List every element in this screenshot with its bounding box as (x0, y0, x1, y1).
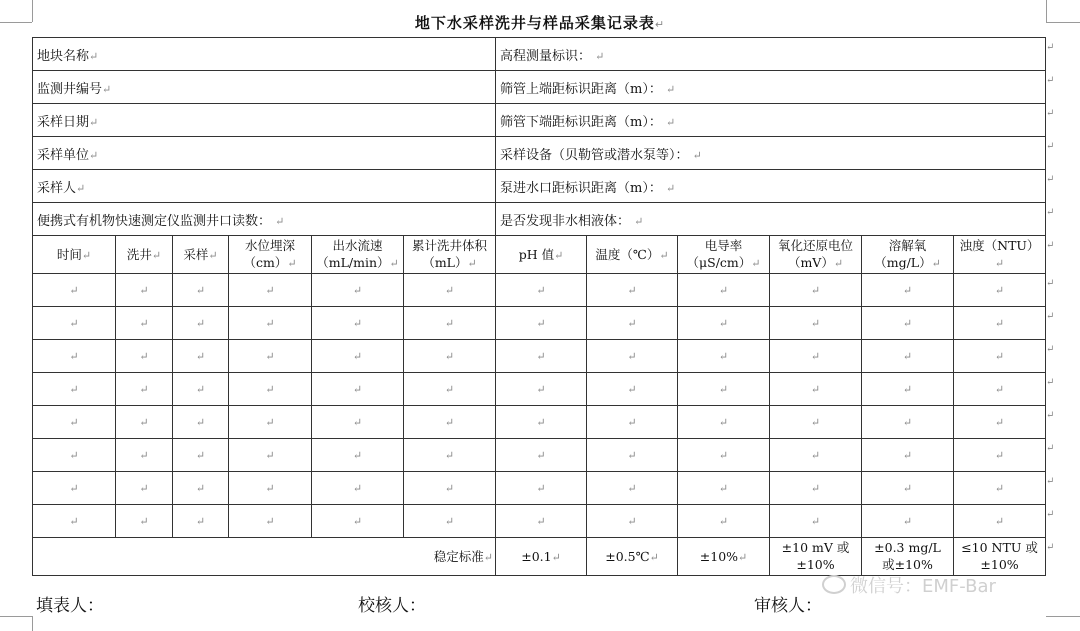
info-field-left[interactable]: 采样人↵ (33, 170, 496, 203)
data-cell[interactable]: ↵ (496, 505, 587, 538)
data-cell[interactable]: ↵ (678, 307, 770, 340)
data-cell[interactable]: ↵ (404, 373, 496, 406)
table-row (33, 373, 1046, 406)
data-cell[interactable]: ↵ (229, 307, 312, 340)
data-cell[interactable]: ↵ (862, 307, 954, 340)
data-cell[interactable]: ↵ (678, 340, 770, 373)
data-cell[interactable]: ↵ (678, 406, 770, 439)
info-row (33, 203, 1046, 236)
data-cell[interactable]: ↵ (229, 373, 312, 406)
data-cell[interactable]: ↵ (587, 307, 678, 340)
data-cell[interactable]: ↵ (312, 340, 404, 373)
column-header: pH 值↵ (496, 236, 587, 274)
data-cell[interactable]: ↵ (173, 274, 229, 307)
data-cell[interactable]: ↵ (496, 472, 587, 505)
standard-value: ±10%↵ (678, 538, 770, 576)
info-field-right[interactable]: 高程测量标识： ↵ (496, 38, 1046, 71)
table-row (33, 406, 1046, 439)
data-cell[interactable]: ↵ (862, 406, 954, 439)
data-cell[interactable]: ↵ (587, 373, 678, 406)
info-field-right[interactable]: 是否发现非水相液体： ↵ (496, 203, 1046, 236)
data-cell[interactable]: ↵ (587, 505, 678, 538)
data-cell[interactable]: ↵ (173, 406, 229, 439)
info-field-right[interactable]: 泵进水口距标识距离（m）： ↵ (496, 170, 1046, 203)
data-cell[interactable]: ↵ (173, 472, 229, 505)
data-cell[interactable]: ↵ (33, 340, 116, 373)
data-cell[interactable]: ↵ (229, 472, 312, 505)
column-header: 出水流速（mL/min）↵ (312, 236, 404, 274)
row-end-mark: ↵ (1046, 541, 1055, 553)
data-cell[interactable]: ↵ (954, 439, 1046, 472)
data-cell[interactable]: ↵ (404, 340, 496, 373)
data-cell[interactable]: ↵ (954, 406, 1046, 439)
data-cell[interactable]: ↵ (404, 307, 496, 340)
data-cell[interactable]: ↵ (33, 505, 116, 538)
info-field-left[interactable]: 地块名称↵ (33, 38, 496, 71)
data-cell[interactable]: ↵ (404, 472, 496, 505)
data-cell[interactable]: ↵ (173, 307, 229, 340)
row-end-mark: ↵ (1046, 206, 1055, 218)
standard-label: 稳定标准↵ (33, 538, 496, 576)
data-cell[interactable]: ↵ (587, 340, 678, 373)
info-field-right[interactable]: 筛管下端距标识距离（m）： ↵ (496, 104, 1046, 137)
column-header: 采样↵ (173, 236, 229, 274)
standard-value: ≤10 NTU 或±10% (954, 538, 1046, 576)
row-end-mark: ↵ (1046, 140, 1055, 152)
data-cell[interactable]: ↵ (496, 406, 587, 439)
data-cell[interactable]: ↵ (954, 274, 1046, 307)
data-cell[interactable]: ↵ (954, 472, 1046, 505)
data-cell[interactable]: ↵ (312, 472, 404, 505)
data-cell[interactable]: ↵ (496, 307, 587, 340)
data-cell[interactable]: ↵ (33, 274, 116, 307)
data-cell[interactable]: ↵ (229, 505, 312, 538)
row-end-mark: ↵ (1046, 41, 1055, 53)
info-field-left[interactable]: 监测井编号↵ (33, 71, 496, 104)
row-end-mark: ↵ (1046, 107, 1055, 119)
data-cell[interactable]: ↵ (312, 373, 404, 406)
reviewer-label: 审核人： (754, 596, 822, 616)
data-cell[interactable]: ↵ (770, 307, 862, 340)
data-cell[interactable]: ↵ (862, 439, 954, 472)
data-cell[interactable]: ↵ (954, 505, 1046, 538)
data-cell[interactable]: ↵ (173, 439, 229, 472)
data-cell[interactable]: ↵ (954, 340, 1046, 373)
data-cell[interactable]: ↵ (587, 274, 678, 307)
column-header: 水位埋深（cm）↵ (229, 236, 312, 274)
row-end-mark: ↵ (1046, 475, 1055, 487)
column-header: 温度（℃）↵ (587, 236, 678, 274)
data-cell[interactable]: ↵ (116, 439, 173, 472)
standard-value: ±0.1↵ (496, 538, 587, 576)
header-row (33, 236, 1046, 274)
data-cell[interactable]: ↵ (229, 340, 312, 373)
data-cell[interactable]: ↵ (770, 340, 862, 373)
table-row (33, 307, 1046, 340)
info-row (33, 71, 1046, 104)
data-cell[interactable]: ↵ (678, 439, 770, 472)
data-cell[interactable]: ↵ (312, 307, 404, 340)
data-cell[interactable]: ↵ (116, 340, 173, 373)
info-row (33, 170, 1046, 203)
record-table (32, 37, 1046, 576)
data-cell[interactable]: ↵ (862, 373, 954, 406)
standard-row (33, 538, 1046, 576)
data-cell[interactable]: ↵ (312, 274, 404, 307)
document-title: 地下水采样洗井与样品采集记录表↵ (414, 14, 666, 32)
data-cell[interactable]: ↵ (173, 340, 229, 373)
data-cell[interactable]: ↵ (33, 373, 116, 406)
info-row (33, 104, 1046, 137)
data-cell[interactable]: ↵ (587, 439, 678, 472)
data-cell[interactable]: ↵ (770, 406, 862, 439)
data-cell[interactable]: ↵ (33, 406, 116, 439)
column-header: 累计洗井体积（mL）↵ (404, 236, 496, 274)
table-row (33, 505, 1046, 538)
row-end-mark: ↵ (1046, 376, 1055, 388)
row-end-mark: ↵ (1046, 310, 1055, 322)
data-cell[interactable]: ↵ (496, 373, 587, 406)
table-row (33, 439, 1046, 472)
data-cell[interactable]: ↵ (587, 406, 678, 439)
data-cell[interactable]: ↵ (312, 406, 404, 439)
data-cell[interactable]: ↵ (678, 505, 770, 538)
row-end-mark: ↵ (1046, 343, 1055, 355)
row-end-mark: ↵ (1046, 173, 1055, 185)
data-cell[interactable]: ↵ (116, 307, 173, 340)
watermark: 微信号：EMF-Bar (822, 572, 996, 598)
data-cell[interactable]: ↵ (33, 472, 116, 505)
row-end-mark: ↵ (1046, 239, 1055, 251)
checker-label: 校核人： (358, 596, 426, 616)
table-row (33, 274, 1046, 307)
data-cell[interactable]: ↵ (587, 472, 678, 505)
data-cell[interactable]: ↵ (678, 373, 770, 406)
data-cell[interactable]: ↵ (404, 505, 496, 538)
info-field-left[interactable]: 采样日期↵ (33, 104, 496, 137)
data-cell[interactable]: ↵ (312, 439, 404, 472)
data-cell[interactable]: ↵ (173, 373, 229, 406)
data-cell[interactable]: ↵ (404, 439, 496, 472)
column-header: 氧化还原电位（mV）↵ (770, 236, 862, 274)
data-cell[interactable]: ↵ (496, 274, 587, 307)
data-cell[interactable]: ↵ (116, 274, 173, 307)
column-header: 时间↵ (33, 236, 116, 274)
row-end-mark: ↵ (1046, 508, 1055, 520)
data-cell[interactable]: ↵ (678, 472, 770, 505)
data-cell[interactable]: ↵ (116, 406, 173, 439)
column-header: 溶解氧（mg/L）↵ (862, 236, 954, 274)
info-row (33, 38, 1046, 71)
data-cell[interactable]: ↵ (496, 439, 587, 472)
standard-value: ±0.5℃↵ (587, 538, 678, 576)
data-cell[interactable]: ↵ (229, 406, 312, 439)
data-cell[interactable]: ↵ (229, 274, 312, 307)
data-cell[interactable]: ↵ (404, 406, 496, 439)
column-header: 电导率（μS/cm）↵ (678, 236, 770, 274)
standard-value: ±10 mV 或±10% (770, 538, 862, 576)
info-field-right[interactable]: 筛管上端距标识距离（m）： ↵ (496, 71, 1046, 104)
signature-footer (0, 591, 1080, 619)
data-cell[interactable]: ↵ (862, 340, 954, 373)
row-end-mark: ↵ (1046, 409, 1055, 421)
info-row (33, 137, 1046, 170)
row-end-mark: ↵ (1046, 277, 1055, 289)
table-row (33, 340, 1046, 373)
info-field-left[interactable]: 便携式有机物快速测定仪监测井口读数： ↵ (33, 203, 496, 236)
info-field-right[interactable]: 采样设备（贝勒管或潜水泵等）： ↵ (496, 137, 1046, 170)
data-cell[interactable]: ↵ (770, 505, 862, 538)
data-cell[interactable]: ↵ (116, 373, 173, 406)
data-cell[interactable]: ↵ (954, 307, 1046, 340)
data-cell[interactable]: ↵ (862, 472, 954, 505)
data-cell[interactable]: ↵ (770, 373, 862, 406)
data-cell[interactable]: ↵ (312, 505, 404, 538)
data-cell[interactable]: ↵ (33, 307, 116, 340)
column-header: 洗井↵ (116, 236, 173, 274)
data-cell[interactable]: ↵ (862, 274, 954, 307)
data-cell[interactable]: ↵ (116, 472, 173, 505)
data-cell[interactable]: ↵ (954, 373, 1046, 406)
filler-label: 填表人： (36, 596, 104, 616)
data-cell[interactable]: ↵ (33, 439, 116, 472)
data-cell[interactable]: ↵ (770, 274, 862, 307)
column-header: 浊度（NTU）↵ (954, 236, 1046, 274)
data-cell[interactable]: ↵ (770, 439, 862, 472)
data-cell[interactable]: ↵ (770, 472, 862, 505)
data-cell[interactable]: ↵ (678, 274, 770, 307)
data-cell[interactable]: ↵ (496, 340, 587, 373)
data-cell[interactable]: ↵ (862, 505, 954, 538)
data-cell[interactable]: ↵ (173, 505, 229, 538)
table-row (33, 472, 1046, 505)
row-end-mark: ↵ (1046, 442, 1055, 454)
info-field-left[interactable]: 采样单位↵ (33, 137, 496, 170)
data-cell[interactable]: ↵ (404, 274, 496, 307)
data-cell[interactable]: ↵ (116, 505, 173, 538)
standard-value: ±0.3 mg/L 或±10% (862, 538, 954, 576)
data-cell[interactable]: ↵ (229, 439, 312, 472)
row-end-mark: ↵ (1046, 74, 1055, 86)
